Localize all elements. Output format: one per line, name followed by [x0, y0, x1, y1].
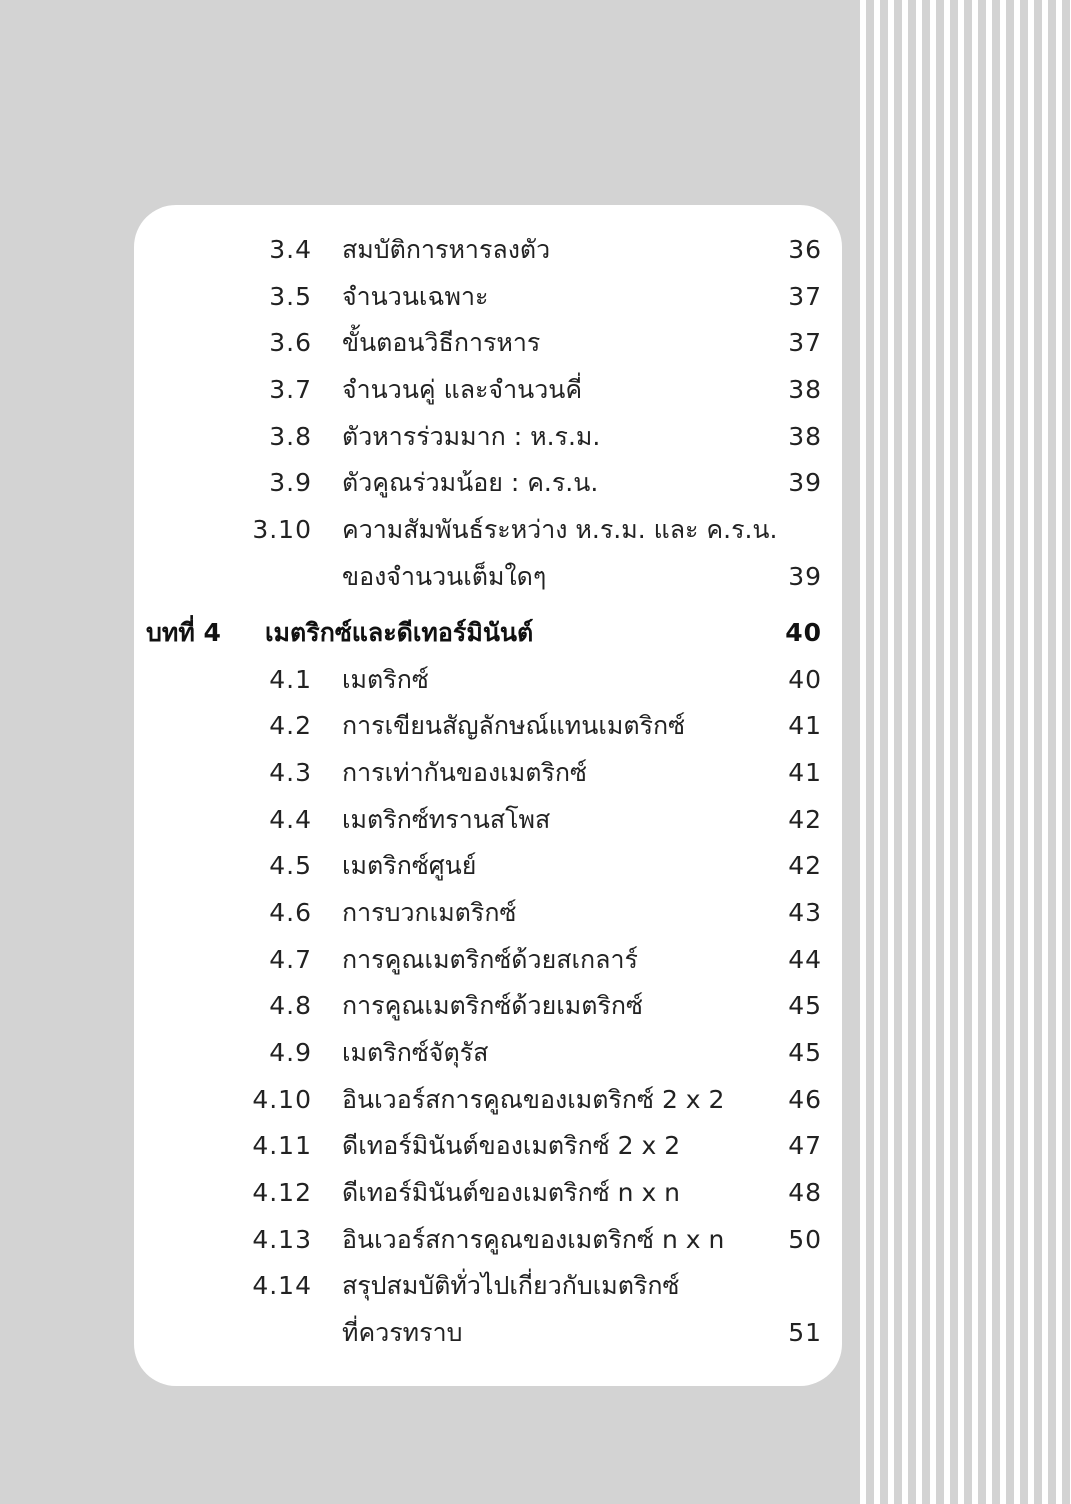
toc-entry-number: 3.10	[252, 515, 312, 544]
toc-entry-title: จำนวนเฉพาะ	[342, 282, 489, 311]
toc-entry-page: 37	[788, 328, 822, 357]
toc-entry-number: 3.4	[269, 235, 312, 264]
toc-entry-3-5[interactable]	[134, 274, 842, 320]
toc-entry-number: 4.14	[252, 1271, 312, 1300]
toc-entry-page: 41	[788, 711, 822, 740]
toc-entry-number: 4.11	[252, 1131, 312, 1160]
toc-entry-4-9[interactable]	[134, 1030, 842, 1076]
toc-entry-page: 40	[788, 665, 822, 694]
toc-entry-4-6[interactable]	[134, 890, 842, 936]
toc-entry-page: 50	[788, 1225, 822, 1254]
toc-entry-3-4[interactable]	[134, 227, 842, 273]
toc-entry-page: 47	[788, 1131, 822, 1160]
toc-entry-title-continued: ที่ควรทราบ	[342, 1318, 463, 1347]
toc-entry-4-13[interactable]	[134, 1217, 842, 1263]
toc-entry-title: อินเวอร์สการคูณของเมตริกซ์ 2 x 2	[342, 1085, 725, 1114]
toc-entry-page: 41	[788, 758, 822, 787]
toc-entry-4-14[interactable]	[134, 1263, 842, 1309]
toc-entry-title: จำนวนคู่ และจำนวนคี่	[342, 375, 583, 404]
toc-entry-page: 42	[788, 805, 822, 834]
toc-entry-title: อินเวอร์สการคูณของเมตริกซ์ n x n	[342, 1225, 725, 1254]
toc-entry-4-12[interactable]	[134, 1170, 842, 1216]
toc-entry-number: 3.9	[269, 468, 312, 497]
toc-entry-number: 4.6	[269, 898, 312, 927]
toc-entry-title: ดีเทอร์มินันต์ของเมตริกซ์ 2 x 2	[342, 1131, 681, 1160]
toc-entry-page: 39	[788, 468, 822, 497]
toc-entry-number: 4.3	[269, 758, 312, 787]
toc-entry-4-11[interactable]	[134, 1123, 842, 1169]
toc-entry-4-1[interactable]	[134, 657, 842, 703]
chapter-title: เมตริกซ์และดีเทอร์มินันต์	[265, 618, 534, 647]
toc-entry-number: 3.7	[269, 375, 312, 404]
toc-entry-4-14-continued[interactable]	[134, 1310, 842, 1356]
toc-entry-page: 45	[788, 1038, 822, 1067]
toc-entry-4-4[interactable]	[134, 797, 842, 843]
toc-entry-title: ตัวหารร่วมมาก : ห.ร.ม.	[342, 422, 601, 451]
toc-entry-3-6[interactable]	[134, 320, 842, 366]
toc-entry-4-8[interactable]	[134, 983, 842, 1029]
toc-entry-number: 4.7	[269, 945, 312, 974]
toc-entry-number: 3.6	[269, 328, 312, 357]
toc-entry-page: 38	[788, 422, 822, 451]
toc-entry-page: 37	[788, 282, 822, 311]
toc-entry-4-2[interactable]	[134, 703, 842, 749]
toc-entry-3-9[interactable]	[134, 460, 842, 506]
toc-entry-title: ดีเทอร์มินันต์ของเมตริกซ์ n x n	[342, 1178, 681, 1207]
toc-entry-title: สรุปสมบัติทั่วไปเกี่ยวกับเมตริกซ์	[342, 1271, 680, 1300]
toc-card	[134, 205, 842, 1386]
toc-entry-number: 4.8	[269, 991, 312, 1020]
toc-entry-title: เมตริกซ์	[342, 665, 429, 694]
toc-entry-4-5[interactable]	[134, 843, 842, 889]
toc-entry-page: 51	[788, 1318, 822, 1347]
chapter-page: 40	[785, 618, 822, 647]
toc-entry-number: 4.9	[269, 1038, 312, 1067]
toc-entry-title: การคูณเมตริกซ์ด้วยสเกลาร์	[342, 945, 638, 974]
toc-entry-page: 36	[788, 235, 822, 264]
toc-entry-title: การเขียนสัญลักษณ์แทนเมตริกซ์	[342, 711, 686, 740]
chapter-label: บทที่ 4	[146, 618, 221, 647]
toc-entry-number: 4.4	[269, 805, 312, 834]
toc-entry-title: เมตริกซ์ศูนย์	[342, 851, 477, 880]
toc-entry-page: 45	[788, 991, 822, 1020]
toc-entry-title: สมบัติการหารลงตัว	[342, 235, 551, 264]
toc-entry-3-8[interactable]	[134, 414, 842, 460]
toc-entry-number: 3.8	[269, 422, 312, 451]
toc-entry-number: 4.12	[252, 1178, 312, 1207]
toc-entry-title: เมตริกซ์ทรานสโพส	[342, 805, 551, 834]
toc-entry-title: การคูณเมตริกซ์ด้วยเมตริกซ์	[342, 991, 644, 1020]
toc-entry-title-continued: ของจำนวนเต็มใดๆ	[342, 562, 547, 591]
toc-entry-page: 39	[788, 562, 822, 591]
decorative-stripes	[860, 0, 1071, 1504]
toc-entry-page: 46	[788, 1085, 822, 1114]
toc-entry-4-3[interactable]	[134, 750, 842, 796]
toc-entry-number: 4.5	[269, 851, 312, 880]
toc-entry-number: 4.1	[269, 665, 312, 694]
toc-entry-4-10[interactable]	[134, 1077, 842, 1123]
toc-entry-title: ขั้นตอนวิธีการหาร	[342, 328, 541, 357]
toc-entry-3-10-continued[interactable]	[134, 554, 842, 600]
toc-entry-page: 42	[788, 851, 822, 880]
toc-entry-number: 4.10	[252, 1085, 312, 1114]
toc-entry-page: 43	[788, 898, 822, 927]
toc-entry-title: การบวกเมตริกซ์	[342, 898, 517, 927]
toc-entry-page: 48	[788, 1178, 822, 1207]
toc-entry-title: เมตริกซ์จัตุรัส	[342, 1038, 489, 1067]
toc-entry-title: ตัวคูณร่วมน้อย : ค.ร.น.	[342, 468, 599, 497]
toc-entry-page: 38	[788, 375, 822, 404]
toc-entry-4-7[interactable]	[134, 937, 842, 983]
toc-entry-number: 3.5	[269, 282, 312, 311]
toc-entry-page: 44	[788, 945, 822, 974]
toc-chapter-4[interactable]	[134, 610, 842, 656]
toc-entry-3-7[interactable]	[134, 367, 842, 413]
toc-entry-number: 4.13	[252, 1225, 312, 1254]
toc-entry-title: การเท่ากันของเมตริกซ์	[342, 758, 587, 787]
toc-entry-number: 4.2	[269, 711, 312, 740]
toc-entry-3-10[interactable]	[134, 507, 842, 553]
toc-entry-title: ความสัมพันธ์ระหว่าง ห.ร.ม. และ ค.ร.น.	[342, 515, 778, 544]
